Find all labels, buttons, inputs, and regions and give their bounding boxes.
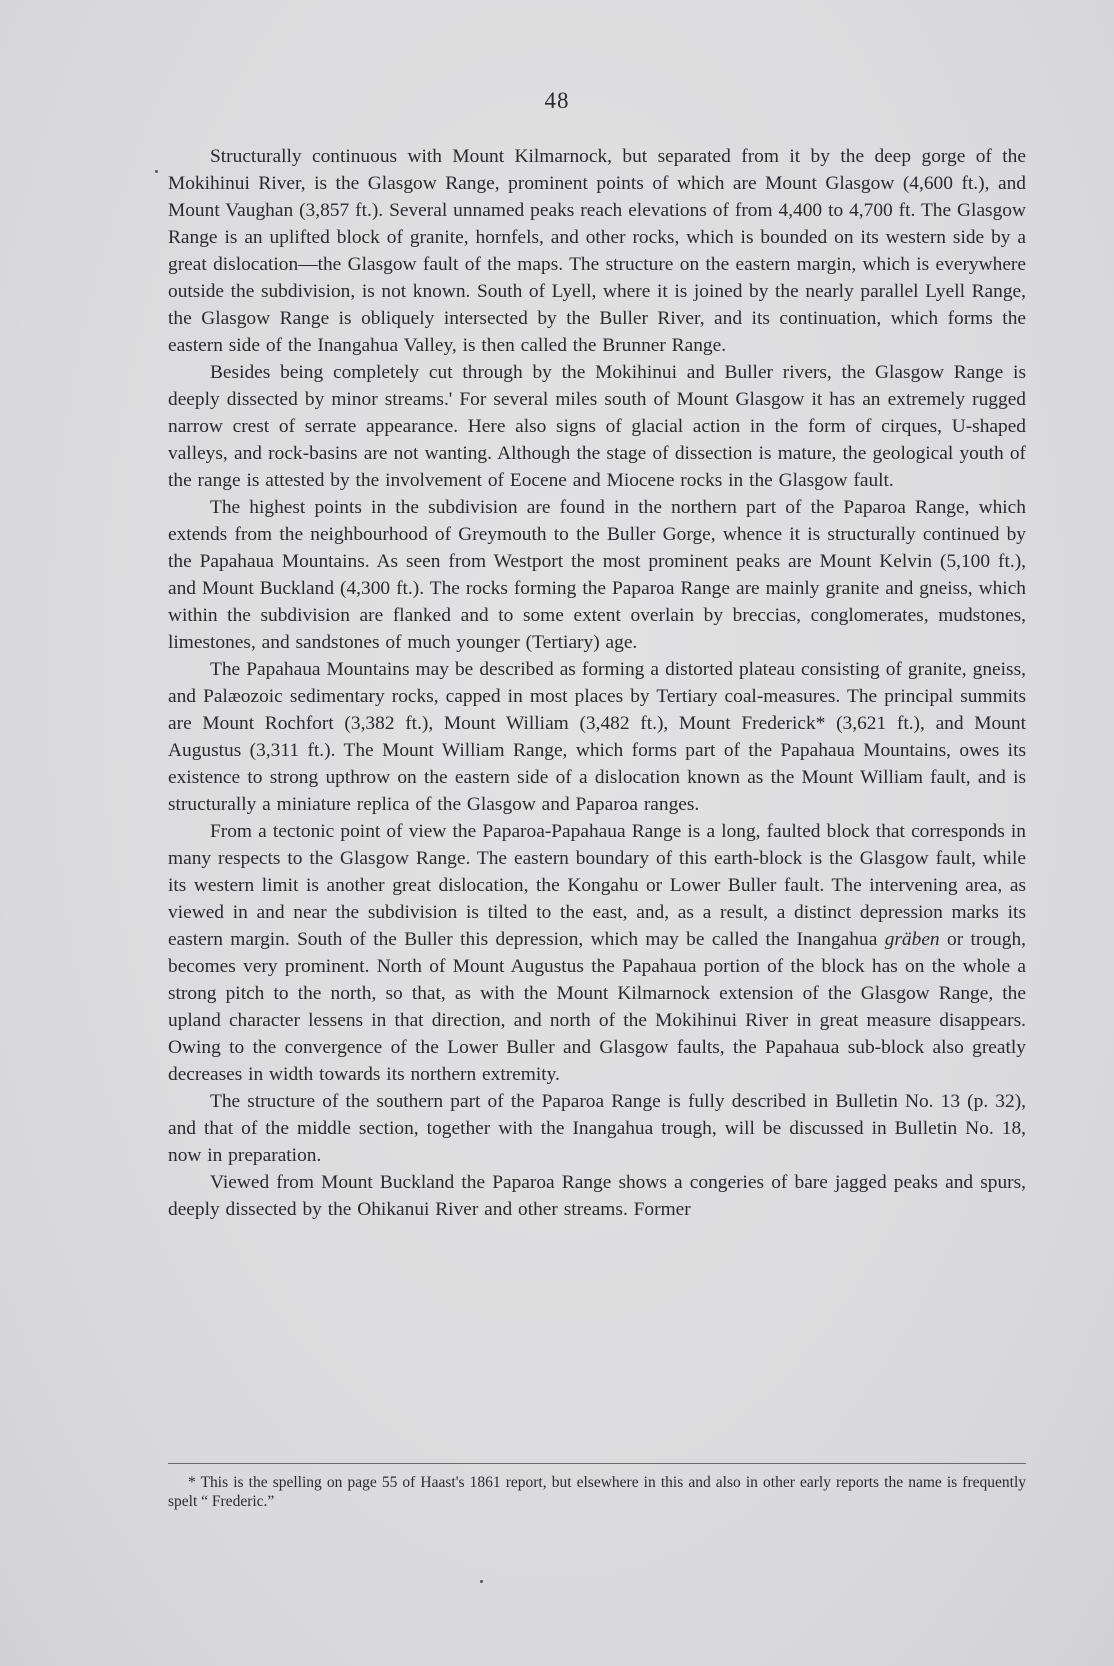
tectonic-text-after: or trough, becomes very prominent. North of Mount Augustus the Papahaua portion of the block has on the whole a strong pitch to the north, so that, as with the Mount Kilmarnock extension of the Glasgow Range, the upland character lessens in that direction, and north of the Mokihinui River in great measure disappears. Owing to the convergence of the Lower Buller and Glasgow faults, the Papahaua sub-block also greatly decreases in width towards its northern extremity. bbox=[168, 929, 1026, 1085]
paper-speck bbox=[480, 1580, 483, 1583]
footnote: * This is the spelling on page 55 of Haast's 1861 report, but elsewhere in this and also in other early reports the name is frequently spelt “ Frederic.” bbox=[168, 1474, 1026, 1510]
paragraph-glasgow-dissection: Besides being completely cut through by the Mokihinui and Buller rivers, the Glasgow Range is deeply dissected by minor streams.' For several miles south of Mount Glasgow it has an extremely rugged narrow crest of serrate appearance. Here also signs of glacial action in the form of cirques, U-shaped valleys, and rock-basins are not wanting. Although the stage of dissection is mature, the geological youth of the range is attested by the involvement of Eocene and Miocene rocks in the Glasgow fault. bbox=[168, 362, 1026, 491]
paragraph-papahaua-mountains: The Papahaua Mountains may be described as forming a distorted plateau consisting of granite, gneiss, and Palæozoic sedimentary rocks, capped in most places by Tertiary coal-measures. The principal summits are Mount Rochfort (3,382 ft.), Mount William (3,482 ft.), Mount Frederick* (3,621 ft.), and Mount Augustus (3,311 ft.). The Mount William Range, which forms part of the Papahaua Mountains, owes its existence to strong upthrow on the eastern side of a dislocation known as the Mount William fault, and is structurally a miniature replica of the Glasgow and Paparoa ranges. bbox=[168, 659, 1026, 815]
paper-speck bbox=[155, 170, 158, 173]
body-text bbox=[168, 143, 1026, 1223]
graben-term: gräben bbox=[884, 929, 940, 950]
paragraph-bulletin-reference: The structure of the southern part of the Paparoa Range is fully described in Bulletin No. 13 (p. 32), and that of the middle section, together with the Inangahua trough, will be discussed in Bulletin No. 18, now in preparation. bbox=[168, 1091, 1026, 1166]
footnote-rule bbox=[168, 1463, 1026, 1464]
paragraph-glasgow-range: Structurally continuous with Mount Kilmarnock, but separated from it by the deep gorge of the Mokihinui River, is the Glasgow Range, prominent points of which are Mount Glasgow (4,600 ft.), and Mount Vaughan (3,857 ft.). Several unnamed peaks reach elevations of from 4,400 to 4,700 ft. The Glasgow Range is an uplifted block of granite, hornfels, and other rocks, which is bounded on its western side by a great dislocation—the Glasgow fault of the maps. The structure on the eastern margin, which is everywhere outside the subdivision, is not known. South of Lyell, where it is joined by the nearly parallel Lyell Range, the Glasgow Range is obliquely intersected by the Buller River, and its continuation, which forms the eastern side of the Inangahua Valley, is then called the Brunner Range. bbox=[168, 146, 1026, 356]
paragraph-tectonic-view bbox=[168, 818, 1026, 1088]
tectonic-text-before: From a tectonic point of view the Paparoa-Papahaua Range is a long, faulted block that corresponds in many respects to the Glasgow Range. The eastern boundary of this earth-block is the Glasgow fault, while its western limit is another great dislocation, the Kongahu or Lower Buller fault. The intervening area, as viewed in and near the subdivision is tilted to the east, and, as a result, a distinct depression marks its eastern margin. South of the Buller this depression, which may be called the Inangahua bbox=[168, 821, 1026, 950]
paragraph-mount-buckland-view: Viewed from Mount Buckland the Paparoa Range shows a congeries of bare jagged peaks and spurs, deeply dissected by the Ohikanui River and other streams. Former bbox=[168, 1172, 1026, 1220]
paragraph-paparoa-range: The highest points in the subdivision are found in the northern part of the Paparoa Range, which extends from the neighbourhood of Greymouth to the Buller Gorge, whence it is structurally continued by the Papahaua Mountains. As seen from Westport the most prominent peaks are Mount Kelvin (5,100 ft.), and Mount Buckland (4,300 ft.). The rocks forming the Paparoa Range are mainly granite and gneiss, which within the subdivision are flanked and to some extent overlain by breccias, conglomerates, mudstones, limestones, and sandstones of much younger (Tertiary) age. bbox=[168, 497, 1026, 653]
page-number: 48 bbox=[544, 88, 570, 113]
